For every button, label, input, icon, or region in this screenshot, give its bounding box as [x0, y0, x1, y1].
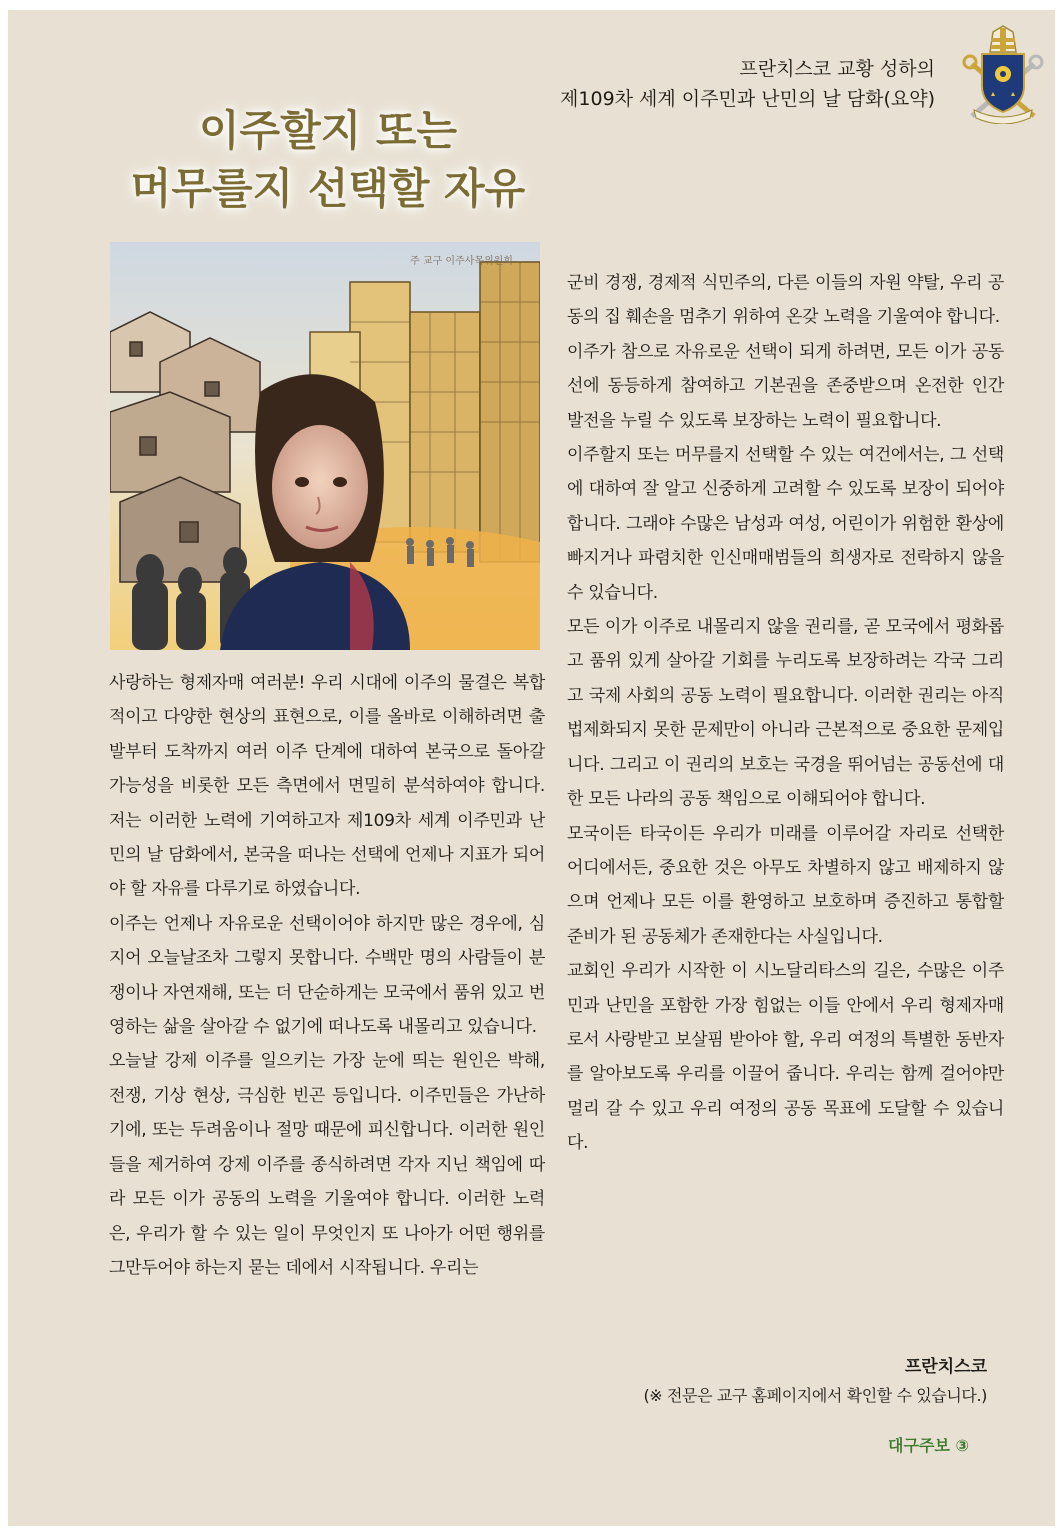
paragraph: 사랑하는 형제자매 여러분! 우리 시대에 이주의 물결은 복합적이고 다양한 현상의 표현으로, 이를 올바로 이해하려면 출발부터 도착까지 여러 이주 단계에 대하여 본국으로 돌아갈 가능성을 비롯한 모든 측면에서 면밀히 분석하여야 합니다. 저는 이러한 노력에 기여하고자 제109차 세계 이주민과 난민의 날 담화에서, 본국을 떠나는 선택에 언제나 지표가 되어야 할 자유를 다루기로 하였습니다. [109, 673, 545, 900]
signature: 프란치스코 [904, 1357, 987, 1377]
paragraph: 이주는 언제나 자유로운 선택이어야 하지만 많은 경우에, 심지어 오늘날조차 그렇지 못합니다. 수백만 명의 사람들이 분쟁이나 자연재해, 또는 더 단순하게는 모국에서 품위 있고 번영하는 삶을 살아갈 수 없기에 떠나도록 내몰리고 있습니다. [109, 913, 545, 1038]
right-column [567, 266, 1004, 1161]
page [8, 10, 1055, 1526]
paragraph: 오늘날 강제 이주를 일으키는 가장 눈에 띄는 원인은 박해, 전쟁, 기상 현상, 극심한 빈곤 등입니다. 이주민들은 가난하기에, 또는 두려움이나 절망 때문에 피신합니다. 이러한 원인들을 제거하여 강제 이주를 종식하려면 각자 지닌 책임에 따라 모든 이가 공동의 노력을 기울여야 합니다. 이러한 노력은, 우리가 할 수 있는 일이 무엇인지 또 나아가 어떤 행위를 그만두어야 하는지 묻는 데에서 시작됩니다. 우리는 [109, 1051, 545, 1278]
paragraph: 이주할지 또는 머무를지 선택할 수 있는 여건에서는, 그 선택에 대하여 잘 알고 신중하게 고려할 수 있도록 보장이 되어야 합니다. 그래야 수많은 남성과 여성, 어린이가 위험한 환상에 빠지거나 파렴치한 인신매매범들의 희생자로 전락하지 않을 수 있습니다. [567, 445, 1004, 603]
paragraph: 교회인 우리가 시작한 이 시노달리타스의 길은, 수많은 이주민과 난민을 포함한 가장 힘없는 이들 안에서 우리 형제자매로서 사랑받고 보살핌 받아야 할, 우리 여정의 특별한 동반자를 알아보도록 우리를 이끌어 줍니다. 우리는 함께 걸어야만 멀리 갈 수 있고 우리 여정의 공동 목표에 도달할 수 있습니다. [567, 961, 1004, 1154]
paragraph: 모든 이가 이주로 내몰리지 않을 권리를, 곧 모국에서 평화롭고 품위 있게 살아갈 기회를 누리도록 보장하려는 각국 그리고 국제 사회의 공동 노력이 필요합니다. 이러한 권리는 아직 법제화되지 못한 문제만이 아니라 근본적으로 중요한 문제입니다. 그리고 이 권리의 보호는 국경을 뛰어넘는 공동선에 대한 모든 나라의 공동 책임으로 이해되어야 합니다. [567, 617, 1004, 810]
page-folio: 대구주보 ③ [888, 1436, 969, 1455]
paragraph: 모국이든 타국이든 우리가 미래를 이루어갈 자리로 선택한 어디에서든, 중요한 것은 아무도 차별하지 않고 배제하지 않으며 언제나 모든 이를 환영하고 보호하며 증진하고 통합할 준비가 된 공동체가 존재한다는 사실입니다. [567, 823, 1004, 947]
papal-coat-of-arms-icon [960, 24, 1046, 124]
headline [108, 102, 548, 218]
header [560, 54, 935, 114]
paragraph: 군비 경쟁, 경제적 식민주의, 다른 이들의 자원 약탈, 우리 공동의 집 훼손을 멈추기 위하여 온갖 노력을 기울여야 합니다. [567, 273, 1004, 328]
hero-illustration [110, 242, 540, 650]
left-column [109, 666, 545, 1285]
full-text-note: (※ 전문은 교구 홈페이지에서 확인할 수 있습니다.) [643, 1386, 987, 1405]
headline-line-1: 이주할지 또는 [198, 106, 458, 155]
hero-banner-text: 주 교구 이주사목위원회 [410, 256, 513, 267]
headline-line-2: 머무를지 선택할 자유 [130, 164, 526, 213]
header-line-2: 제109차 세계 이주민과 난민의 날 담화(요약) [560, 88, 935, 110]
paragraph: 이주가 참으로 자유로운 선택이 되게 하려면, 모든 이가 공동선에 동등하게 참여하고 기본권을 존중받으며 온전한 인간 발전을 누릴 수 있도록 보장하는 노력이 필요합니다. [567, 341, 1004, 431]
header-line-1: 프란치스코 교황 성하의 [739, 58, 935, 80]
